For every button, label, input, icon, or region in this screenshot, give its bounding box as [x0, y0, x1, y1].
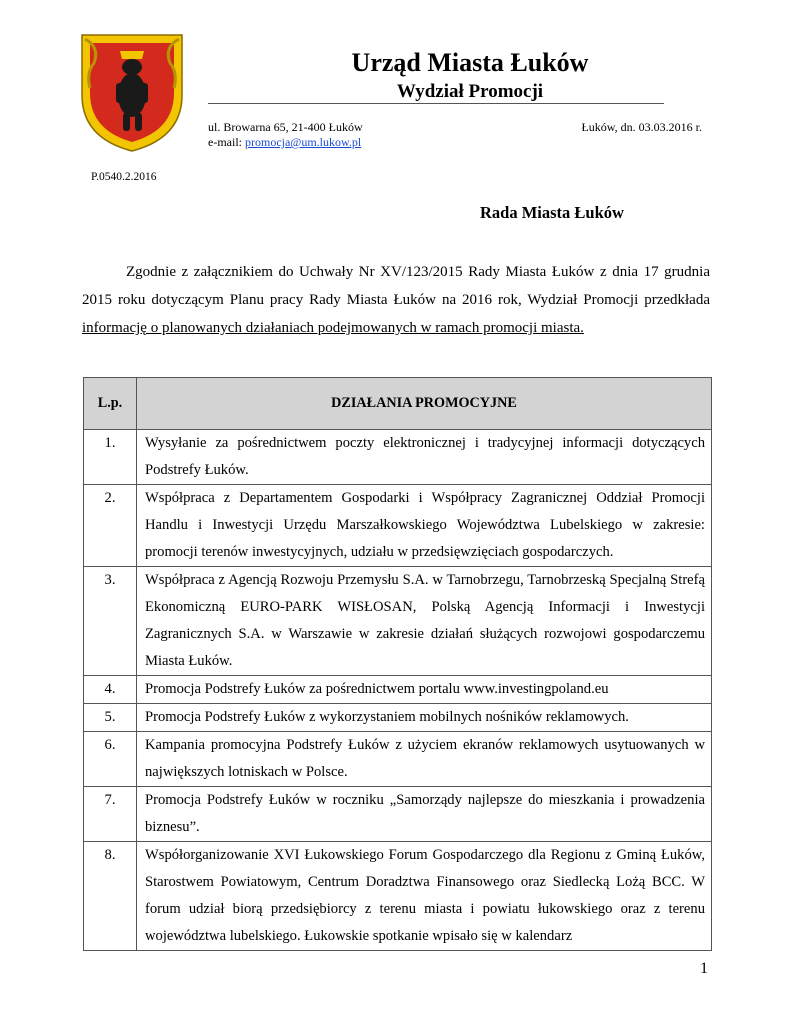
recipient: Rada Miasta Łuków	[480, 203, 624, 222]
header-divider	[208, 103, 664, 104]
row-number: 6.	[84, 732, 137, 787]
row-description: Promocja Podstrefy Łuków z wykorzystaniem mobilnych nośników reklamowych.	[137, 704, 712, 732]
column-header-number: L.p.	[84, 378, 137, 430]
row-number: 2.	[84, 485, 137, 567]
department-subtitle: Wydział Promocji	[396, 81, 544, 102]
office-address: ul. Browarna 65, 21-400 Łuków	[208, 120, 363, 134]
intro-paragraph	[82, 258, 710, 342]
row-description: Promocja Podstrefy Łuków za pośrednictwem portalu www.investingpoland.eu	[137, 676, 712, 704]
city-crest-logo	[80, 33, 184, 153]
row-description: Kampania promocyjna Podstrefy Łuków z użyciem ekranów reklamowych usytuowanych w największych lotniskach w Polsce.	[137, 732, 712, 787]
row-description: Współpraca z Agencją Rozwoju Przemysłu S.A. w Tarnobrzegu, Tarnobrzeską Specjalną Strefą Ekonomiczną EURO-PARK WISŁOSAN, Polską Agencją Informacji i Inwestycji Zagranicznych S.A. w Warszawie w zakresie działań służących rozwojowi gospodarczemu Miasta Łuków.	[137, 567, 712, 676]
row-description: Współpraca z Departamentem Gospodarki i Współpracy Zagranicznej Oddział Promocji Handlu i Inwestycji Urzędu Marszałkowskiego Województwa Lubelskiego w zakresie: promocji terenów inwestycyjnych, udziału w przedsięwzięciach gospodarczych.	[137, 485, 712, 567]
row-number: 7.	[84, 787, 137, 842]
email-link[interactable]: promocja@um.lukow.pl	[244, 135, 362, 149]
document-date: Łuków, dn. 03.03.2016 r.	[581, 120, 702, 134]
office-title: Urząd Miasta Łuków	[351, 48, 589, 77]
row-description: Wysyłanie za pośrednictwem poczty elektronicznej i tradycyjnej informacji dotyczących Podstrefy Łuków.	[137, 430, 712, 485]
table-row	[84, 842, 712, 951]
table-row	[84, 732, 712, 787]
table-row	[84, 787, 712, 842]
table-row	[84, 567, 712, 676]
promotional-actions-table	[83, 377, 712, 951]
table-header-row	[84, 378, 712, 430]
row-number: 4.	[84, 676, 137, 704]
intro-text: Zgodnie z załącznikiem do Uchwały Nr XV/123/2015 Rady Miasta Łuków z dnia 17 grudnia 2015 roku dotyczącym Planu pracy Rady Miasta Łuków na 2016 rok, Wydział Promocji przedkłada	[82, 264, 710, 308]
row-number: 5.	[84, 704, 137, 732]
table-row	[84, 485, 712, 567]
intro-underlined-text: informację o planowanych działaniach podejmowanych w ramach promocji miasta.	[82, 320, 584, 336]
row-number: 8.	[84, 842, 137, 951]
reference-number: P.0540.2.2016	[91, 171, 157, 183]
table-row	[84, 430, 712, 485]
row-description: Promocja Podstrefy Łuków w roczniku „Samorządy najlepsze do mieszkania i prowadzenia biznesu”.	[137, 787, 712, 842]
email-label: e-mail:	[208, 135, 242, 149]
table-row	[84, 704, 712, 732]
row-description: Współorganizowanie XVI Łukowskiego Forum Gospodarczego dla Regionu z Gminą Łuków, Starostwem Powiatowym, Centrum Doradztwa Finansowego oraz Siedlecką Lożą BCC. W forum udział biorą przedsiębiorcy z terenu miasta i powiatu łukowskiego oraz z terenu województwa lubelskiego. Łukowskie spotkanie wpisało się w kalendarz	[137, 842, 712, 951]
row-number: 1.	[84, 430, 137, 485]
row-number: 3.	[84, 567, 137, 676]
column-header-actions: DZIAŁANIA PROMOCYJNE	[137, 378, 712, 430]
page-number: 1	[700, 960, 708, 977]
office-email-line	[208, 135, 361, 150]
table-row	[84, 676, 712, 704]
